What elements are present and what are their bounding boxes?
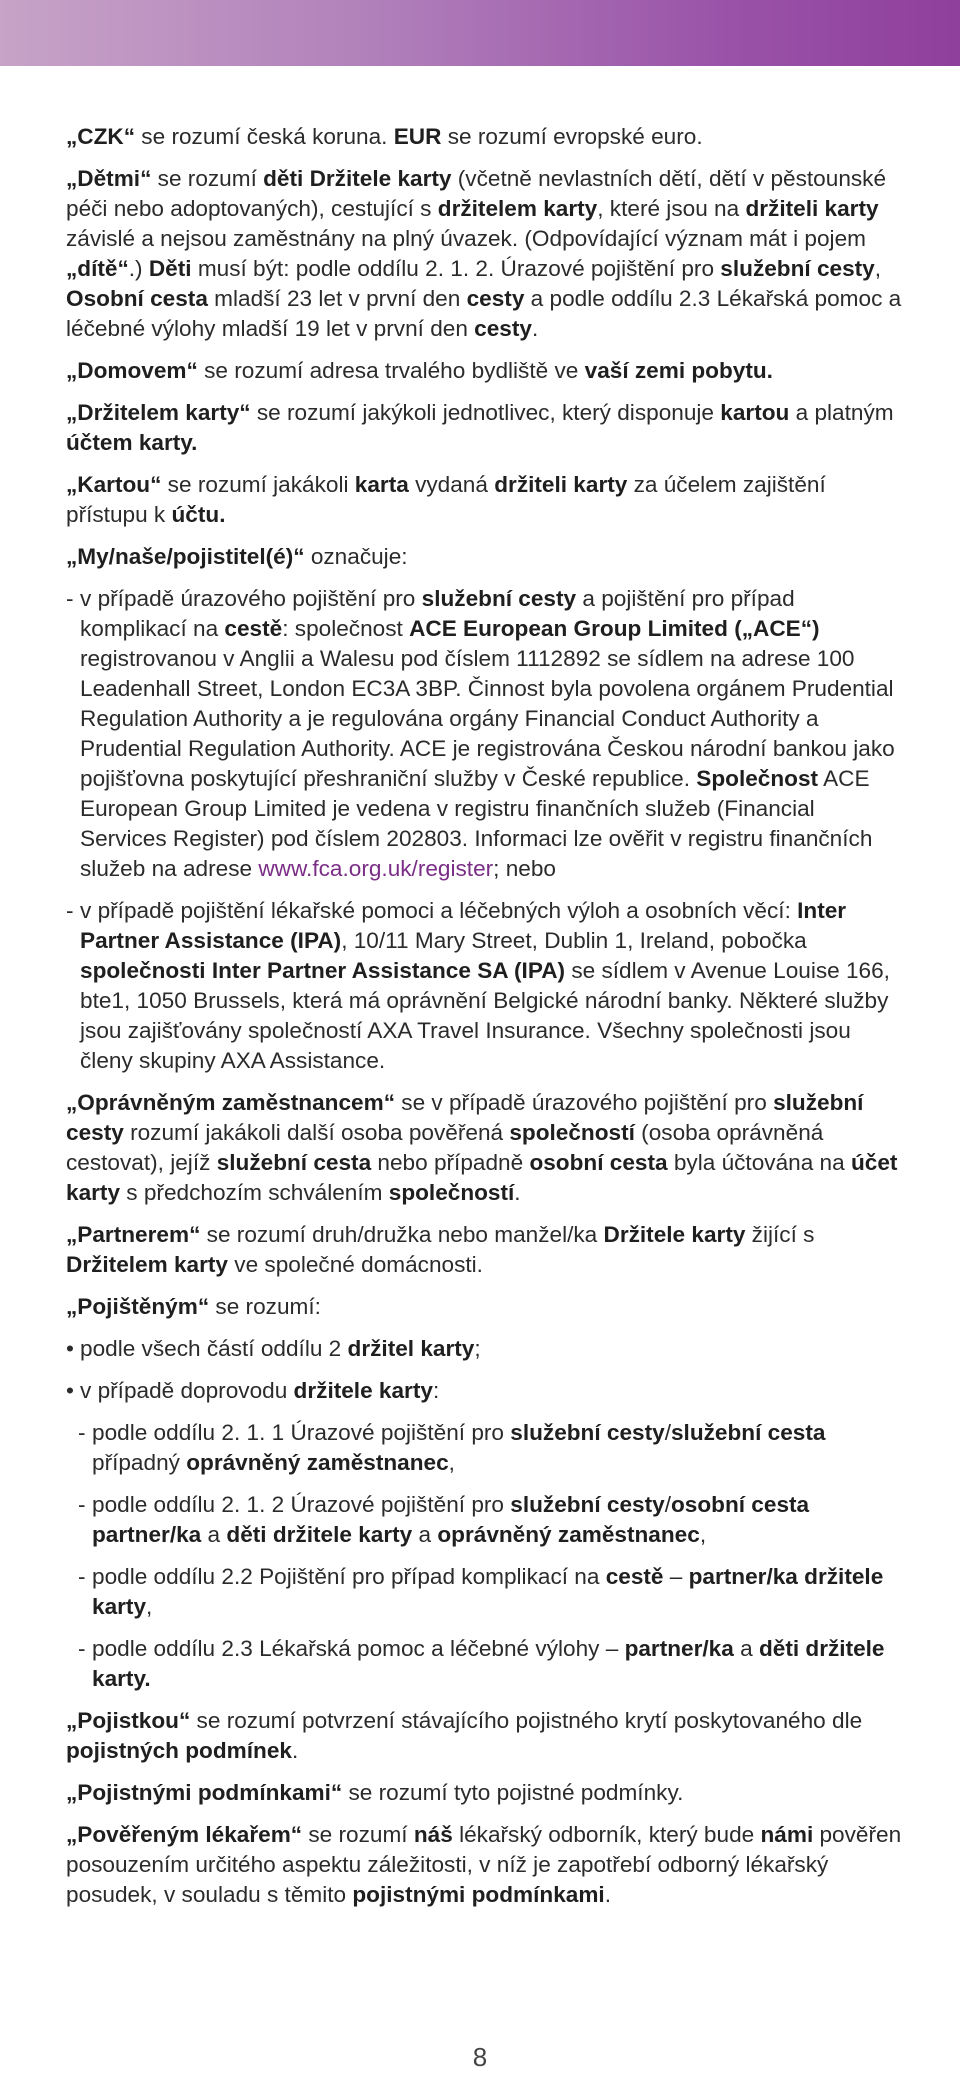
text: se rozumí:	[209, 1294, 321, 1319]
text: registrovanou v Anglii a Walesu pod číslem 1112892 se sídlem na adrese 100 Leadenhall Street, London EC3A 3BP. Činnost byla povolena orgánem Prudential Regulation Authority a je regulována orgány Financial Conduct Authority a Prudential Regulation Authority. ACE je registrována Českou národní bankou jako pojišťovna poskytující přeshraniční služby v České republice.	[80, 646, 895, 791]
bold-text: držitele karty	[293, 1378, 433, 1403]
dash-marker: -	[66, 898, 74, 923]
text: se v případě úrazového pojištění pro	[395, 1090, 774, 1115]
bold-text: Osobní cesta	[66, 286, 208, 311]
text: lékařský odborník, který bude	[452, 1822, 761, 1847]
bold-text: cesty	[474, 316, 532, 341]
term-opravneny: „Oprávněným zaměstnancem“	[66, 1090, 395, 1115]
text: (osoba oprávněná cestovat), jejíž	[66, 1120, 824, 1175]
text: musí být: podle oddílu 2. 1. 2. Úrazové pojištění pro	[191, 256, 721, 281]
bold-text: držiteli karty	[494, 472, 628, 497]
bold-text: služební cesty	[510, 1420, 665, 1445]
bold-text: ACE European Group Limited („ACE“)	[409, 616, 820, 641]
text: podle všech částí oddílu 2	[80, 1336, 348, 1361]
term-karta: „Kartou“	[66, 472, 162, 497]
bold-text: partner/ka	[624, 1636, 734, 1661]
definition-pojisteny	[66, 1292, 906, 1322]
list-item-ace	[66, 584, 906, 884]
term-pojistitel: „My/naše/pojistitel(é)“	[66, 544, 305, 569]
bold-text: pojistnými podmínkami	[352, 1882, 605, 1907]
bold-text: kartou	[720, 400, 790, 425]
term-lekar: „Pověřeným lékařem“	[66, 1822, 303, 1847]
text: , 10/11 Mary Street, Dublin 1, Ireland, pobočka	[341, 928, 807, 953]
text: ,	[874, 256, 882, 281]
text: .	[531, 316, 539, 341]
bold-text: držiteli karty	[745, 196, 879, 221]
text: a	[201, 1522, 227, 1547]
term-pojistka: „Pojistkou“	[66, 1708, 191, 1733]
dash-marker: -	[78, 1492, 86, 1517]
text: :	[432, 1378, 440, 1403]
bold-text: karta	[354, 472, 409, 497]
definition-drzitel-karty	[66, 398, 906, 458]
bold-text: pojistných podmínek	[66, 1738, 292, 1763]
dash-marker: -	[78, 1636, 86, 1661]
definition-czk	[66, 122, 906, 152]
bold-text: služební cesta	[670, 1420, 826, 1445]
bold-text: držitel karty	[347, 1336, 475, 1361]
text: se rozumí	[151, 166, 264, 191]
text: se rozumí tyto pojistné podmínky.	[342, 1780, 684, 1805]
text: se sídlem v Avenue Louise 166, bte1, 1050 Brussels, která má oprávnění Belgické národní banky. Některé služby jsou zajišťovány společností AXA Travel Insurance. Všechny společnosti jsou členy skupiny AXA Assistance.	[80, 958, 890, 1073]
bold-text: společností	[388, 1180, 515, 1205]
dash-marker: -	[78, 1564, 86, 1589]
text: ve společné domácnosti.	[228, 1252, 483, 1277]
text: ,	[146, 1594, 153, 1619]
bold-text: Společnost	[696, 766, 819, 791]
text: nebo případně	[371, 1150, 530, 1175]
text: ACE European Group Limited je vedena v registru finančních služeb (Financial Services Register) pod číslem 202803. Informaci lze ověřit v registru finančních služeb na adrese	[80, 766, 873, 881]
definition-deti	[66, 164, 906, 344]
text: žijící s	[745, 1222, 815, 1247]
bold-text: děti držitele karty.	[92, 1636, 885, 1691]
text: byla účtována na	[667, 1150, 851, 1175]
bold-text: cestě	[605, 1564, 664, 1589]
bold-text: služební cesty	[510, 1492, 665, 1517]
text: se rozumí jakýkoli jednotlivec, který disponuje	[250, 400, 721, 425]
bold-text: cestě	[224, 616, 283, 641]
dash-marker: -	[78, 1420, 86, 1445]
text: v případě úrazového pojištění pro	[80, 586, 422, 611]
sub-item	[66, 1562, 906, 1622]
fca-register-link[interactable]: www.fca.org.uk/register	[258, 856, 494, 881]
dash-marker: -	[66, 586, 74, 611]
term-partner: „Partnerem“	[66, 1222, 201, 1247]
text: podle oddílu 2.2 Pojištění pro případ komplikací na	[92, 1564, 606, 1589]
text: se rozumí adresa trvalého bydliště ve	[197, 358, 585, 383]
sub-item	[66, 1418, 906, 1478]
term-czk: „CZK“	[66, 124, 136, 149]
term-eur: EUR	[393, 124, 442, 149]
bold-text: držitelem karty	[437, 196, 598, 221]
bold-text: oprávněný zaměstnanec	[186, 1450, 449, 1475]
text: pověřen posouzením určitého aspektu záležitosti, v níž je zapotřebí odborný lékařský posudek, v souladu s těmito	[66, 1822, 902, 1907]
definition-karta	[66, 470, 906, 530]
term-podminky: „Pojistnými podmínkami“	[66, 1780, 343, 1805]
text: mladší 23 let v první den	[207, 286, 467, 311]
text: /	[664, 1492, 671, 1517]
bold-text: účet karty	[66, 1150, 898, 1205]
text: podle oddílu 2. 1. 2 Úrazové pojištění pro	[92, 1492, 511, 1517]
text: se rozumí česká koruna.	[135, 124, 394, 149]
text: .	[291, 1738, 299, 1763]
bold-text: Děti	[148, 256, 192, 281]
definition-partner	[66, 1220, 906, 1280]
term-domov: „Domovem“	[66, 358, 198, 383]
bold-text: cesty	[466, 286, 525, 311]
text: .	[514, 1180, 521, 1205]
bold-text: námi	[760, 1822, 814, 1847]
text: se rozumí	[302, 1822, 414, 1847]
bold-text: společností	[509, 1120, 635, 1145]
bold-text: služební cesta	[216, 1150, 372, 1175]
page-number: 8	[472, 2042, 488, 2072]
bold-text: vaší zemi pobytu.	[584, 358, 773, 383]
text: ,	[448, 1450, 455, 1475]
bullet-item	[66, 1334, 906, 1364]
bold-text: účtem karty.	[66, 430, 198, 455]
bold-text: „dítě“	[66, 256, 129, 281]
text: případný	[92, 1450, 187, 1475]
definition-domov	[66, 356, 906, 386]
definition-opravneny-zamestnanec	[66, 1088, 906, 1208]
text: ;	[474, 1336, 481, 1361]
text: se rozumí druh/družka nebo manžel/ka	[200, 1222, 604, 1247]
text: –	[663, 1564, 689, 1589]
bold-text: společnosti Inter Partner Assistance SA (IPA)	[80, 958, 566, 983]
bold-text: osobní cesta partner/ka	[92, 1492, 810, 1547]
text: /	[664, 1420, 671, 1445]
text: .)	[128, 256, 149, 281]
text: se rozumí evropské euro.	[441, 124, 703, 149]
text: .	[604, 1882, 611, 1907]
text: a podle oddílu 2.3 Lékařská pomoc a léčebné výlohy mladší 19 let v první den	[66, 286, 902, 341]
term-pojisteny: „Pojištěným“	[66, 1294, 210, 1319]
text: (včetně nevlastních dětí, dětí v pěstounské péči nebo adoptovaných), cestující s	[66, 166, 887, 221]
bold-text: Držitelem karty	[66, 1252, 228, 1277]
text: se rozumí jakákoli	[161, 472, 355, 497]
bold-text: služební cesty	[720, 256, 875, 281]
term-deti: „Dětmi“	[66, 166, 152, 191]
bold-text: Inter Partner Assistance (IPA)	[80, 898, 847, 953]
text: vydaná	[408, 472, 495, 497]
text: v případě pojištění lékařské pomoci a léčebných výloh a osobních věcí:	[80, 898, 798, 923]
bold-text: děti držitele karty	[226, 1522, 413, 1547]
definition-pojistka	[66, 1706, 906, 1766]
definition-pojistitel	[66, 542, 906, 572]
list-item-ipa	[66, 896, 906, 1076]
sub-item	[66, 1490, 906, 1550]
bullet-marker: •	[66, 1336, 74, 1361]
header-band	[0, 0, 960, 66]
bold-text: partner/ka držitele karty	[92, 1564, 884, 1619]
bold-text: náš	[413, 1822, 453, 1847]
text: za účelem zajištění přístupu k	[66, 472, 826, 527]
text: podle oddílu 2.3 Lékařská pomoc a léčebné výlohy –	[92, 1636, 625, 1661]
definition-povereny-lekar	[66, 1820, 906, 1910]
bold-text: osobní cesta	[529, 1150, 668, 1175]
text: a	[733, 1636, 759, 1661]
bold-text: účtu.	[171, 502, 226, 527]
text: v případě doprovodu	[80, 1378, 294, 1403]
text: rozumí jakákoli další osoba pověřená	[123, 1120, 510, 1145]
bullet-marker: •	[66, 1378, 74, 1403]
text: závislé a nejsou zaměstnány na plný úvazek. (Odpovídající význam mát i pojem	[66, 226, 866, 251]
text: označuje:	[304, 544, 408, 569]
text: s předchozím schválením	[120, 1180, 389, 1205]
text: ,	[699, 1522, 707, 1547]
text: a platným	[789, 400, 894, 425]
bullet-item	[66, 1376, 906, 1406]
term-drzitel: „Držitelem karty“	[66, 400, 251, 425]
text: a	[412, 1522, 438, 1547]
bold-text: oprávněný zaměstnanec	[437, 1522, 700, 1547]
text: a pojištění pro případ komplikací na	[80, 586, 795, 641]
text: se rozumí potvrzení stávajícího pojistného krytí poskytovaného dle	[190, 1708, 863, 1733]
text: ; nebo	[493, 856, 556, 881]
text: podle oddílu 2. 1. 1 Úrazové pojištění pro	[92, 1420, 511, 1445]
bold-text: Držitele karty	[603, 1222, 746, 1247]
document-body	[66, 122, 906, 1922]
bold-text: služební cesty	[66, 1090, 864, 1145]
text: , které jsou na	[597, 196, 746, 221]
bold-text: služební cesty	[421, 586, 577, 611]
bold-text: děti Držitele karty	[263, 166, 452, 191]
sub-item	[66, 1634, 906, 1694]
definition-pojistne-podminky	[66, 1778, 906, 1808]
text: : společnost	[282, 616, 410, 641]
